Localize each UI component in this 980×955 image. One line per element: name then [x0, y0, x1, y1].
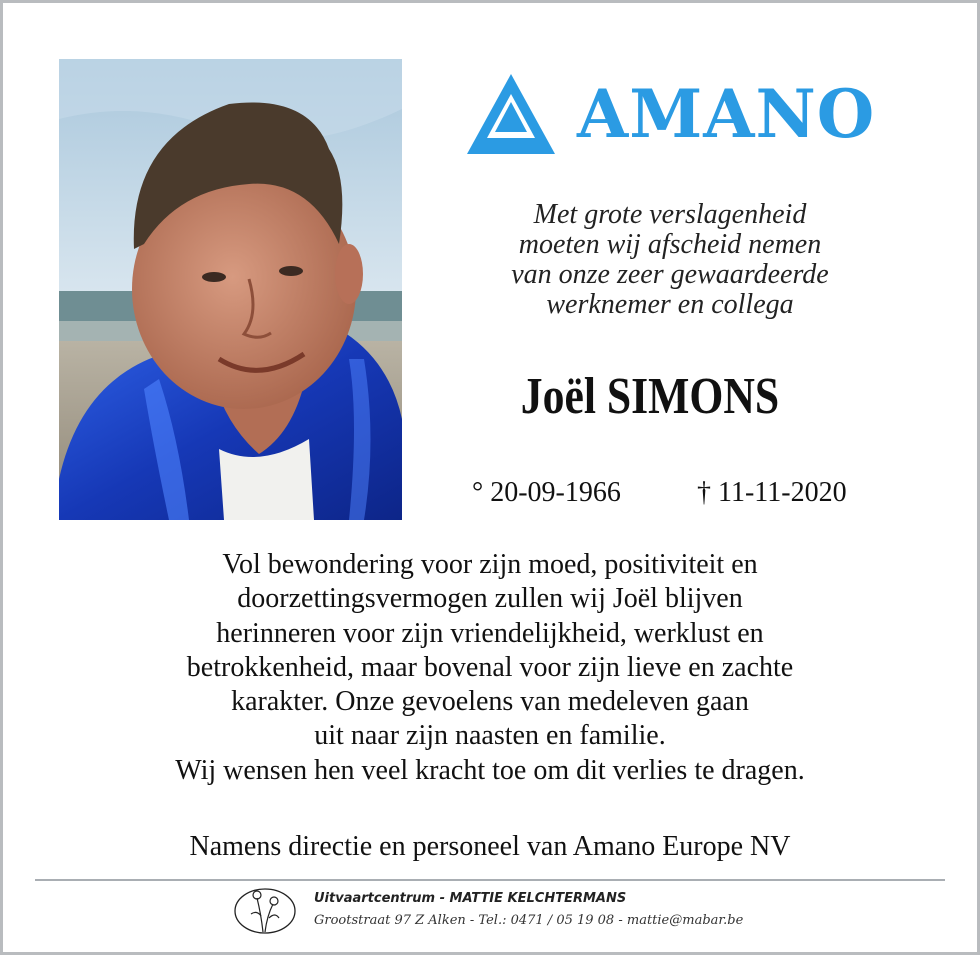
- funeral-home-name: Uitvaartcentrum - MATTIE KELCHTERMANS: [314, 891, 627, 906]
- tribute-line: uit naar zijn naasten en familie.: [314, 720, 666, 752]
- tribute-line: doorzettingsvermogen zullen wij Joël blijven: [237, 583, 743, 615]
- tribute-line: herinneren voor zijn vriendelijkheid, werklust en: [216, 617, 764, 649]
- signature-line: Namens directie en personeel van Amano Europe NV: [189, 831, 791, 862]
- intro-line: werknemer en collega: [546, 289, 794, 320]
- amano-triangle-icon: [465, 72, 557, 156]
- tribute-text: [40, 548, 940, 788]
- tribute-line: betrokkenheid, maar bovenal voor zijn lieve en zachte: [186, 651, 794, 683]
- flower-icon: [233, 884, 297, 936]
- intro-line: Met grote verslagenheid: [533, 199, 807, 230]
- death-date: † 11-11-2020: [697, 477, 847, 508]
- footer-divider: [35, 879, 945, 881]
- deceased-name: Joël SIMONS: [520, 368, 780, 425]
- company-logo: [465, 72, 895, 156]
- tribute-line: Vol bewondering voor zijn moed, positiviteit en: [222, 549, 758, 580]
- intro-text: [440, 200, 900, 320]
- funeral-home-address: Grootstraat 97 Z Alken - Tel.: 0471 / 05 19 08 - mattie@mabar.be: [314, 913, 744, 928]
- birth-date: ° 20-09-1966: [472, 477, 621, 508]
- tribute-line: karakter. Onze gevoelens van medeleven gaan: [231, 686, 749, 718]
- portrait-photo: [59, 59, 402, 520]
- company-logo-text: AMANO: [577, 75, 876, 153]
- intro-line: moeten wij afscheid nemen: [518, 229, 822, 260]
- tribute-line: Wij wensen hen veel kracht toe om dit verlies te dragen.: [175, 754, 805, 786]
- intro-line: van onze zeer gewaardeerde: [511, 259, 829, 290]
